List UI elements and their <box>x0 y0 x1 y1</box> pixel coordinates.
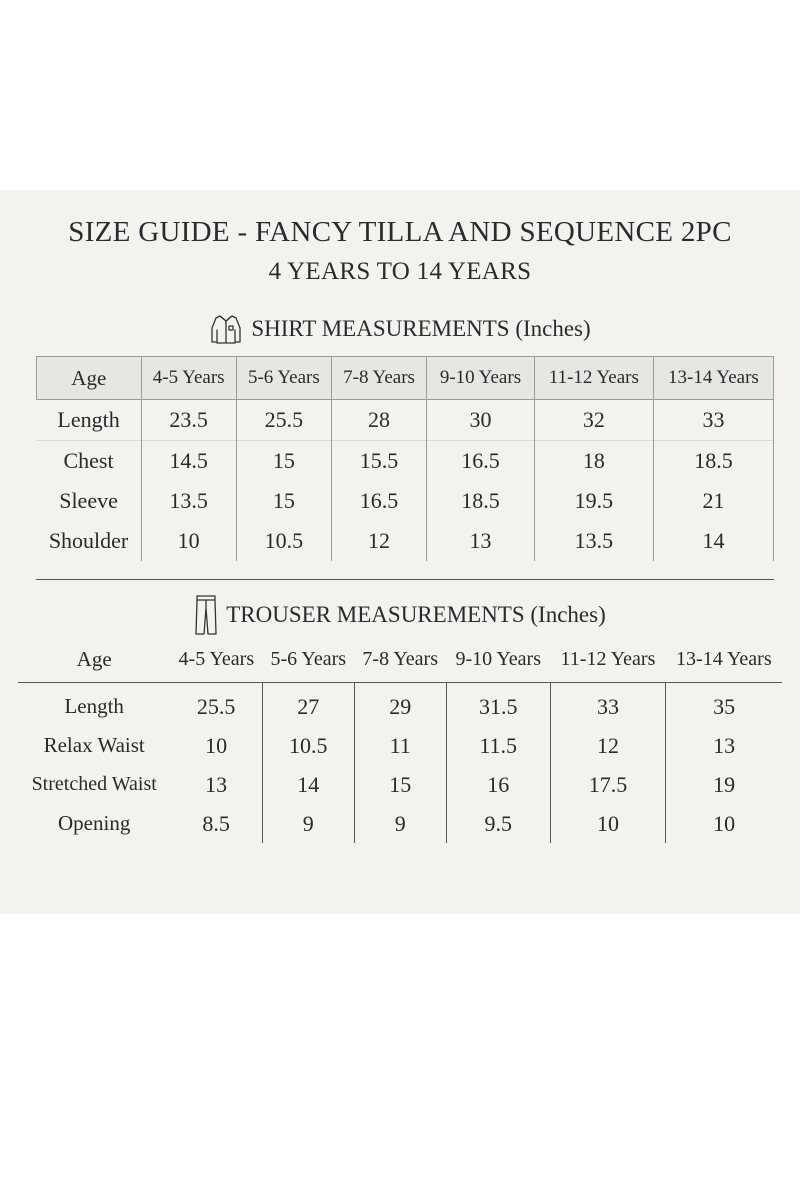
column-header: 7-8 Years <box>331 357 426 400</box>
column-header: 9-10 Years <box>427 357 535 400</box>
row-label: Relax Waist <box>43 733 145 757</box>
column-header: 7-8 Years <box>354 636 446 683</box>
table-cell: 13.5 <box>534 521 653 561</box>
table-cell: 30 <box>427 400 535 441</box>
column-header: 11-12 Years <box>550 636 665 683</box>
column-header: 5-6 Years <box>236 357 331 400</box>
table-cell: 18.5 <box>653 441 773 482</box>
size-guide-card <box>0 190 800 914</box>
column-header: 13-14 Years <box>666 636 782 683</box>
table-cell: 35 <box>713 693 736 719</box>
column-header: 5-6 Years <box>262 636 354 683</box>
table-cell: 15 <box>354 765 446 804</box>
table-cell: 10 <box>713 810 736 836</box>
table-header-row <box>18 636 782 683</box>
table-cell: 19.5 <box>534 481 653 521</box>
row-label: Opening <box>58 811 131 835</box>
table-cell: 14.5 <box>141 441 236 482</box>
table-cell: 25.5 <box>170 683 262 727</box>
table-cell: 8.5 <box>170 804 262 843</box>
table-cell: 14 <box>653 521 773 561</box>
table-cell: 13 <box>713 732 736 758</box>
column-header: 4-5 Years <box>170 636 262 683</box>
table-header-row <box>37 357 774 400</box>
table-cell: 12 <box>331 521 426 561</box>
table-cell: 19 <box>713 771 736 797</box>
table-cell: 16.5 <box>427 441 535 482</box>
table-cell: 16 <box>446 765 550 804</box>
table-row <box>37 481 774 521</box>
table-row <box>37 441 774 482</box>
table-cell: 27 <box>262 683 354 727</box>
table-cell: 9 <box>262 804 354 843</box>
section-divider <box>36 579 774 580</box>
table-cell: 33 <box>653 400 773 441</box>
table-row <box>37 521 774 561</box>
trouser-icon <box>194 594 218 636</box>
table-cell: 23.5 <box>141 400 236 441</box>
shirt-icon <box>209 312 243 346</box>
row-label: Length <box>37 400 142 441</box>
column-header: 4-5 Years <box>141 357 236 400</box>
table-cell: 13 <box>170 765 262 804</box>
column-header: Age <box>37 357 142 400</box>
trouser-section-heading <box>0 594 800 636</box>
table-cell: 13.5 <box>141 481 236 521</box>
table-cell: 10 <box>550 804 665 843</box>
page-subtitle: 4 YEARS TO 14 YEARS <box>268 258 532 285</box>
trouser-measurements-table <box>18 636 782 843</box>
table-cell: 9.5 <box>446 804 550 843</box>
column-header: 11-12 Years <box>534 357 653 400</box>
table-cell: 16.5 <box>331 481 426 521</box>
table-cell: 10.5 <box>236 521 331 561</box>
column-header: 13-14 Years <box>653 357 773 400</box>
table-row <box>18 804 782 843</box>
table-cell: 25.5 <box>236 400 331 441</box>
table-cell: 12 <box>550 726 665 765</box>
row-label: Sleeve <box>37 481 142 521</box>
table-cell: 21 <box>653 481 773 521</box>
table-row <box>18 726 782 765</box>
row-label: Length <box>64 694 124 718</box>
table-cell: 17.5 <box>550 765 665 804</box>
row-label: Stretched Waist <box>31 773 157 795</box>
table-cell: 31.5 <box>446 683 550 727</box>
shirt-section-heading <box>0 312 800 346</box>
table-cell: 32 <box>534 400 653 441</box>
table-cell: 14 <box>262 765 354 804</box>
table-cell: 11 <box>354 726 446 765</box>
page-title: SIZE GUIDE - FANCY TILLA AND SEQUENCE 2PC <box>68 216 732 248</box>
table-cell: 18.5 <box>427 481 535 521</box>
table-cell: 29 <box>354 683 446 727</box>
table-row <box>18 765 782 804</box>
table-cell: 10 <box>170 726 262 765</box>
table-cell: 15.5 <box>331 441 426 482</box>
column-header: Age <box>18 636 170 683</box>
table-cell: 28 <box>331 400 426 441</box>
column-header: 9-10 Years <box>446 636 550 683</box>
shirt-heading-text: SHIRT MEASUREMENTS (Inches) <box>251 316 591 341</box>
table-cell: 11.5 <box>446 726 550 765</box>
table-row <box>18 683 782 727</box>
table-row <box>37 400 774 441</box>
row-label: Chest <box>37 441 142 482</box>
table-cell: 15 <box>236 441 331 482</box>
trouser-heading-text: TROUSER MEASUREMENTS (Inches) <box>226 602 606 627</box>
table-cell: 15 <box>236 481 331 521</box>
shirt-measurements-table <box>36 356 774 561</box>
table-cell: 33 <box>550 683 665 727</box>
table-cell: 10.5 <box>262 726 354 765</box>
table-cell: 18 <box>534 441 653 482</box>
table-cell: 10 <box>141 521 236 561</box>
row-label: Shoulder <box>37 521 142 561</box>
table-cell: 13 <box>427 521 535 561</box>
table-cell: 9 <box>354 804 446 843</box>
